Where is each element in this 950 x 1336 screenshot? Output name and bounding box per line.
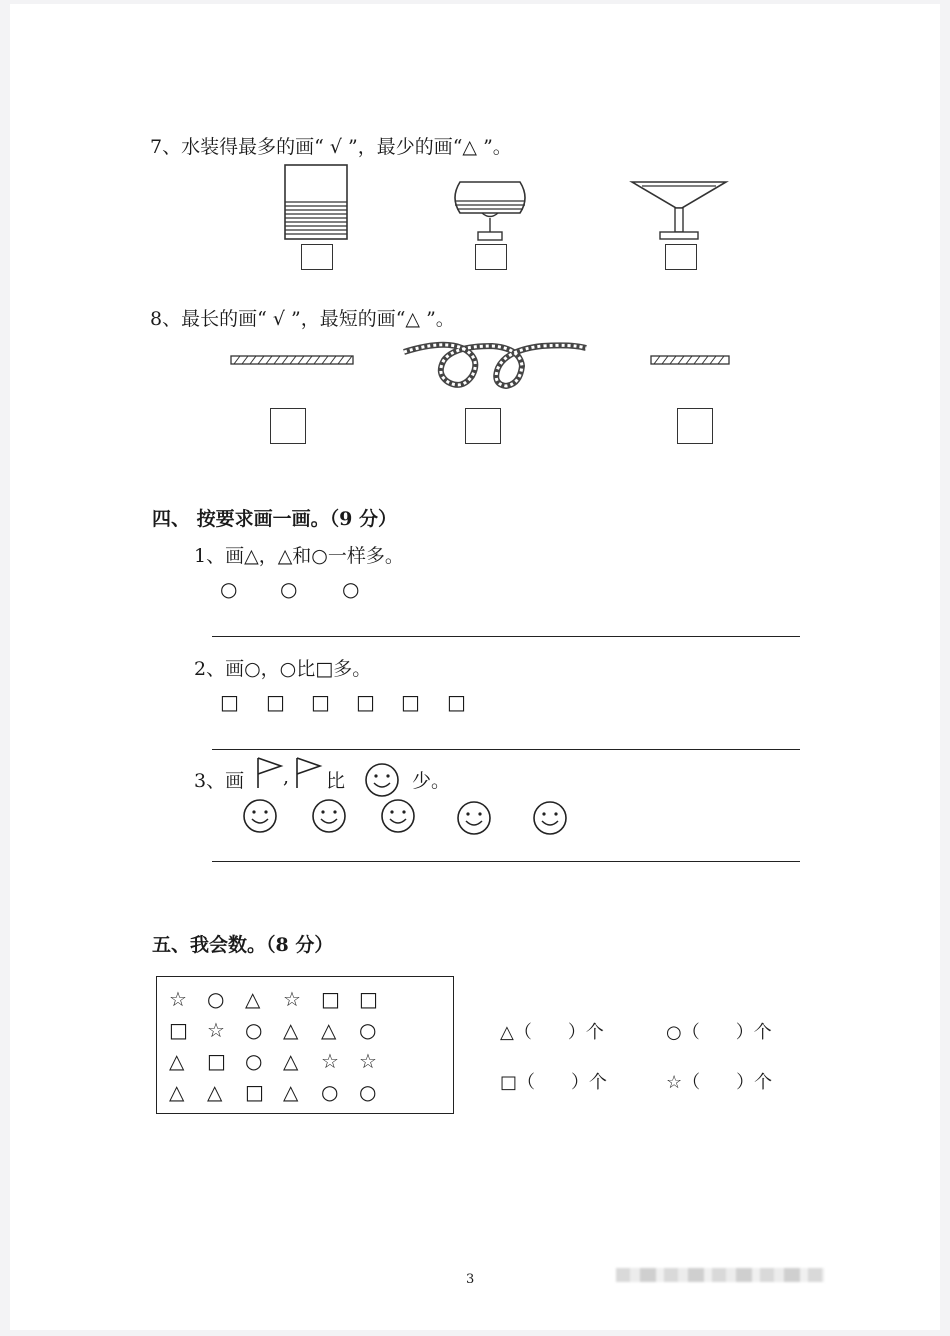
answer-line-2[interactable]: [212, 749, 800, 750]
square-icon: □: [266, 690, 285, 714]
item-2-text: 2、画○，○比□多。: [194, 658, 372, 680]
question-8-text: 8、最长的画“ √ ”，最短的画“△ ”。: [150, 308, 455, 330]
answer-line-3[interactable]: [212, 861, 800, 862]
square-icon: □: [207, 1049, 226, 1073]
square-icon: □: [169, 1018, 188, 1042]
star-icon: ☆: [321, 1049, 339, 1073]
triangle-icon: △: [500, 1022, 514, 1043]
square-icon: □: [500, 1072, 518, 1093]
square-icon: □: [356, 690, 375, 714]
star-icon: ☆: [169, 987, 187, 1011]
triangle-icon: △: [321, 1018, 337, 1042]
circle-icon: ○: [666, 1022, 682, 1043]
square-icon: □: [359, 987, 378, 1011]
item-1-text: 1、画△，△和○一样多。: [194, 545, 404, 567]
smiley-face-icon: [532, 800, 568, 836]
star-icon: ☆: [283, 987, 301, 1011]
circle-icon: ○: [280, 577, 298, 601]
square-icon: □: [401, 690, 420, 714]
circle-icon: ○: [207, 987, 225, 1011]
blurred-watermark: [616, 1268, 824, 1282]
circle-icon: ○: [359, 1080, 377, 1104]
triangle-icon: △: [169, 1049, 185, 1073]
question-7-text: 7、水装得最多的画“ √ ”，最少的画“△ ”。: [150, 136, 512, 158]
smiley-face-icon: [311, 798, 347, 834]
circle-icon: ○: [359, 1018, 377, 1042]
triangle-icon: △: [169, 1080, 185, 1104]
count-triangle: △（ ）个: [500, 1022, 604, 1043]
long-rope-icon: [230, 354, 356, 368]
circle-icon: ○: [321, 1080, 339, 1104]
answer-box-long-rope[interactable]: [270, 408, 306, 444]
circle-icon: ○: [245, 1049, 263, 1073]
square-icon: □: [311, 690, 330, 714]
item-3-comma: ,: [283, 766, 290, 788]
circle-icon: ○: [342, 577, 360, 601]
count-square: □（ ）个: [500, 1072, 608, 1093]
answer-box-beaker[interactable]: [301, 244, 333, 270]
smiley-face-icon: [380, 798, 416, 834]
worksheet-page: [10, 4, 940, 1330]
triangle-icon: △: [207, 1080, 223, 1104]
circle-icon: ○: [245, 1018, 263, 1042]
square-icon: □: [220, 690, 239, 714]
star-icon: ☆: [207, 1018, 225, 1042]
square-icon: □: [321, 987, 340, 1011]
flag-icon: [255, 756, 285, 790]
triangle-icon: △: [245, 987, 261, 1011]
page-number: 3: [466, 1272, 475, 1287]
answer-box-coiled-rope[interactable]: [465, 408, 501, 444]
item-3-prefix: 3、画: [194, 770, 245, 792]
cocktail-glass-icon: [630, 180, 730, 242]
answer-box-short-rope[interactable]: [677, 408, 713, 444]
shape-grid-box: [156, 976, 454, 1114]
answer-box-bowl-glass[interactable]: [475, 244, 507, 270]
bowl-glass-icon: [452, 180, 528, 242]
triangle-icon: △: [283, 1080, 299, 1104]
beaker-icon: [282, 164, 352, 244]
coiled-rope-icon: [402, 338, 588, 392]
smiley-face-icon: [456, 800, 492, 836]
triangle-icon: △: [283, 1049, 299, 1073]
answer-line-1[interactable]: [212, 636, 800, 637]
smiley-face-icon: [364, 762, 400, 798]
triangle-icon: △: [283, 1018, 299, 1042]
item-3-bi: 比: [326, 770, 346, 792]
smiley-face-icon: [242, 798, 278, 834]
star-icon: ☆: [359, 1049, 377, 1073]
square-icon: □: [245, 1080, 264, 1104]
count-star: ☆（ ）个: [666, 1072, 773, 1093]
short-rope-icon: [650, 354, 732, 368]
star-icon: ☆: [666, 1072, 683, 1093]
square-icon: □: [447, 690, 466, 714]
item-3-shao: 少。: [412, 770, 451, 792]
circle-icon: ○: [220, 577, 238, 601]
flag-icon: [294, 756, 324, 790]
section-4-title: 四、 按要求画一画。（9 分）: [152, 508, 397, 530]
count-circle: ○（ ）个: [666, 1022, 772, 1043]
answer-box-cocktail-glass[interactable]: [665, 244, 697, 270]
section-5-title: 五、我会数。（8 分）: [152, 934, 334, 956]
